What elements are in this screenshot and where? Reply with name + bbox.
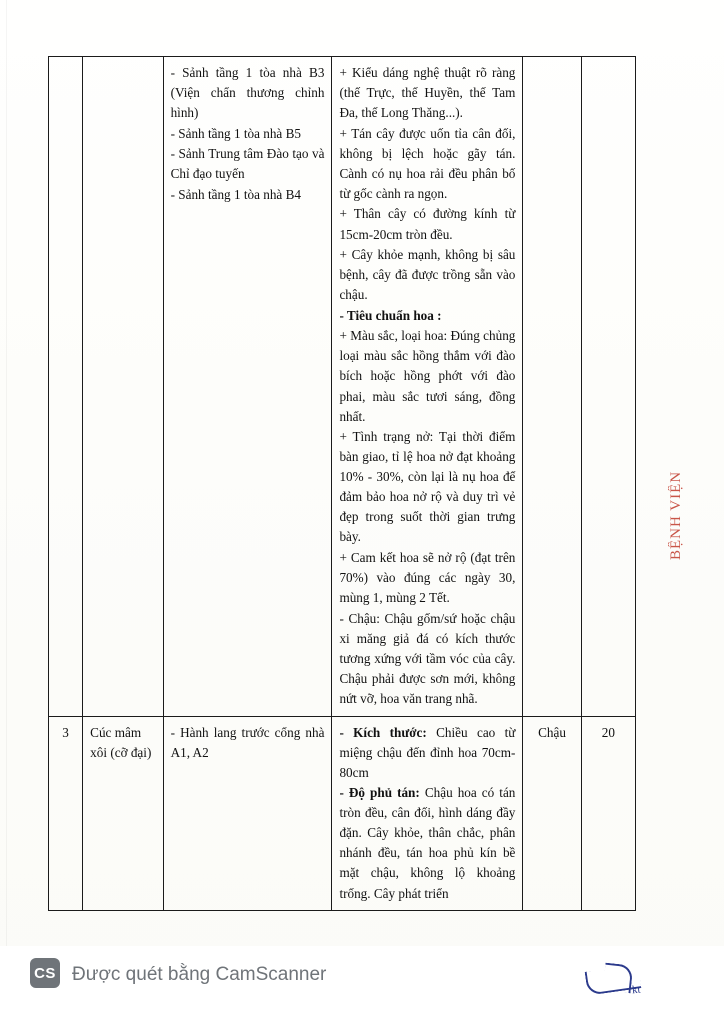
cell-qty: 20 — [581, 716, 635, 911]
table-row — [49, 716, 636, 911]
scan-edge-line — [6, 0, 7, 1024]
specification-table — [48, 56, 636, 911]
signature-mark — [582, 962, 672, 1006]
red-stamp-text: BỆNH VIỆN — [668, 470, 684, 560]
spec-line: + Màu sắc, loại hoa: Đúng chủng loại màu sắc hồng thắm với đào bích hoặc hồng phớt với đào phai, màu sắc tươi sáng, đồng nhất. — [339, 328, 516, 424]
location-line: - Sảnh Trung tâm Đào tạo và Chỉ đạo tuyến — [170, 146, 325, 182]
cell-spec — [332, 57, 523, 717]
signature-initial: kt — [631, 983, 642, 997]
footer-watermark-bar — [0, 946, 724, 1024]
spec-line: + Kiểu dáng nghệ thuật rõ ràng (thế Trực, thế Huyền, thế Tam Đa, thế Long Thăng...). — [339, 65, 516, 121]
location-line: - Hành lang trước cổng nhà A1, A2 — [170, 724, 325, 760]
cell-unit — [523, 57, 581, 717]
cell-name: Cúc mâm xôi (cỡ đại) — [83, 716, 163, 911]
table-row — [49, 57, 636, 717]
spec-line: + Thân cây có đường kính từ 15cm-20cm tròn đều. — [339, 206, 516, 242]
cell-no: 3 — [49, 716, 83, 911]
cell-spec — [332, 716, 523, 911]
spec-line: + Tình trạng nở: Tại thời điểm bàn giao, tỉ lệ hoa nở đạt khoảng 10% - 30%, còn lại là nụ hoa để đảm bảo hoa nở rộ và duy trì vẻ đẹp trong suốt thời gian trưng bày. — [339, 429, 516, 545]
cell-unit: Chậu — [523, 716, 581, 911]
cell-no — [49, 57, 83, 717]
spec-line-heading: - Tiêu chuẩn hoa : — [339, 307, 442, 323]
spec-line: + Cam kết hoa sẽ nở rộ (đạt trên 70%) vào đúng các ngày 30, mùng 1, mùng 2 Tết. — [339, 550, 516, 606]
spec-line-heading: - Độ phủ tán: Chậu hoa có tán tròn đều, cân đối, hình dáng đầy đặn. Cây khỏe, thân chắc, phân nhánh đều, tán hoa phủ kín bề mặt chậu, không lộ khoảng trống. Cây phát triển — [339, 785, 516, 901]
spec-line: - Chậu: Chậu gốm/sứ hoặc chậu xi măng giả đá có kích thước tương xứng với tầm vóc của cây. Chậu phải được sơn mới, không nứt vỡ, hoa văn trang nhã. — [339, 610, 516, 706]
camscanner-logo-icon: CS — [30, 958, 60, 988]
spec-line: + Tán cây được uốn tỉa cân đối, không bị lệch hoặc gãy tán. Cành có nụ hoa rải đều phân bố từ gốc cành ra ngọn. — [339, 125, 516, 201]
cell-qty — [581, 57, 635, 717]
cell-name — [83, 57, 163, 717]
spec-table-container — [48, 56, 636, 911]
cell-location — [163, 57, 332, 717]
spec-line-heading: - Kích thước: Chiều cao từ miệng chậu đến đỉnh hoa 70cm-80cm — [339, 724, 516, 780]
location-line: - Sảnh tầng 1 tòa nhà B3 (Viện chẩn thương chỉnh hình) — [170, 65, 325, 121]
spec-line: + Cây khỏe mạnh, không bị sâu bệnh, cây đã được trồng sẵn vào chậu. — [339, 247, 516, 303]
cell-location — [163, 716, 332, 911]
camscanner-watermark-text: Được quét bằng CamScanner — [72, 964, 327, 985]
location-line: - Sảnh tầng 1 tòa nhà B4 — [170, 186, 301, 202]
location-line: - Sảnh tầng 1 tòa nhà B5 — [170, 125, 301, 141]
